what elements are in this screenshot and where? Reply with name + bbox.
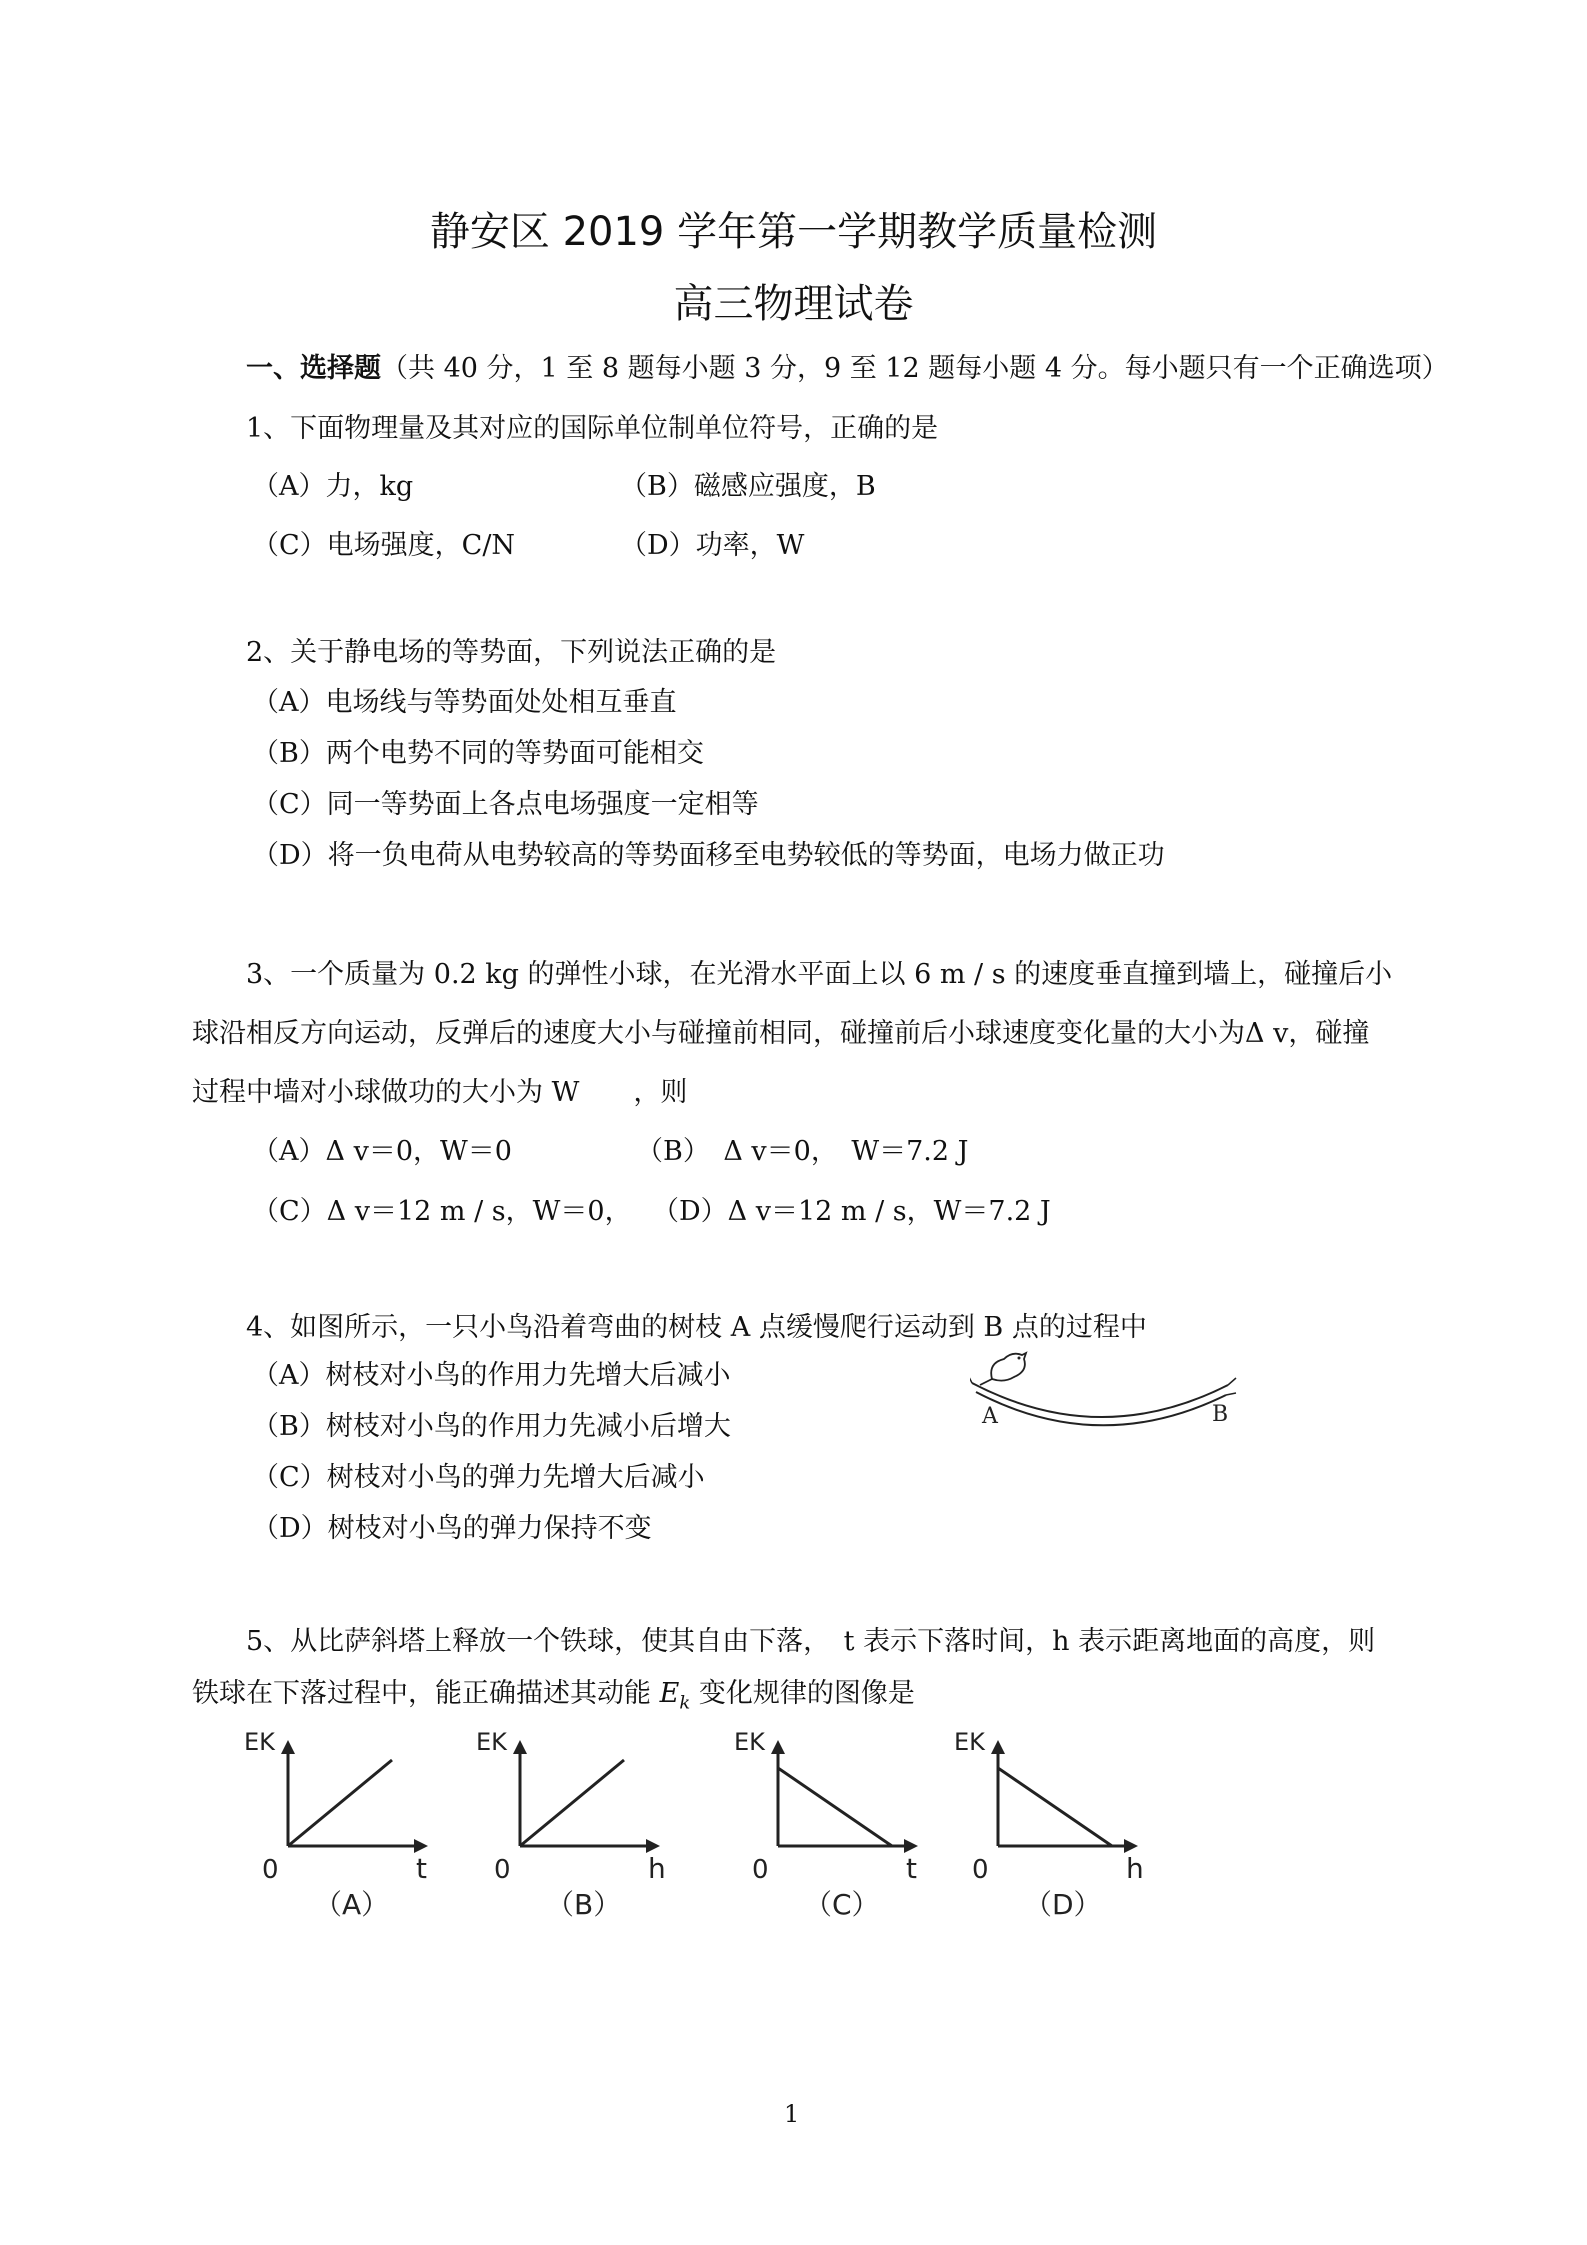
q3-option-c: （C）Δ v＝12 m / s，W＝0， xyxy=(252,1196,632,1227)
q5-line-1: 5、从比萨斜塔上释放一个铁球，使其自由下落， t 表示下落时间，h 表示距离地面的高度，则 xyxy=(246,1626,1376,1657)
y-axis-arrow xyxy=(281,1740,295,1754)
graph-caption: （B） xyxy=(546,1888,622,1918)
branch-lower-edge xyxy=(976,1392,1229,1427)
q3-line-2: 球沿相反方向运动，反弹后的速度大小与碰撞前相同，碰撞前后小球速度变化量的大小为Δ v，碰撞 xyxy=(192,1018,1370,1049)
q4-option-d: （D）树枝对小鸟的弹力保持不变 xyxy=(252,1513,652,1544)
bird-icon xyxy=(980,1353,1026,1385)
figure-label-b: B xyxy=(1212,1402,1229,1427)
q4-stem: 4、如图所示，一只小鸟沿着弯曲的树枝 A 点缓慢爬行运动到 B 点的过程中 xyxy=(246,1312,1147,1343)
y-axis-label: EK xyxy=(734,1728,765,1756)
q3-option-a: （A）Δ v＝0，W＝0 xyxy=(252,1136,512,1167)
graph-c xyxy=(730,1718,930,1918)
q3-line-1: 3、一个质量为 0.2 kg 的弹性小球，在光滑水平面上以 6 m / s 的速度垂直撞到墙上，碰撞后小 xyxy=(246,959,1393,990)
x-axis-arrow xyxy=(646,1839,660,1853)
q2-stem: 2、关于静电场的等势面，下列说法正确的是 xyxy=(246,637,777,668)
q2-option-d: （D）将一负电荷从电势较高的等势面移至电势较低的等势面，电场力做正功 xyxy=(252,840,1165,871)
graph-d xyxy=(950,1718,1150,1918)
branch-bird-figure xyxy=(970,1345,1240,1435)
graph-b xyxy=(472,1718,672,1918)
y-axis-arrow xyxy=(771,1740,785,1754)
y-axis-label: EK xyxy=(954,1728,985,1756)
y-axis-label: EK xyxy=(244,1728,275,1756)
page-number: 1 xyxy=(784,2100,800,2128)
q5-line-2: 铁球在下落过程中，能正确描述其动能 $E_k$ 变化规律的图像是 xyxy=(192,1678,915,1714)
q1-stem: 1、下面物理量及其对应的国际单位制单位符号，正确的是 xyxy=(246,413,939,444)
x-axis-arrow xyxy=(414,1839,428,1853)
q4-option-a: （A）树枝对小鸟的作用力先增大后减小 xyxy=(252,1360,731,1391)
x-axis-arrow xyxy=(1124,1839,1138,1853)
x-axis-label: h xyxy=(648,1852,666,1885)
ek-line xyxy=(520,1760,624,1846)
graph-caption: （D） xyxy=(1024,1888,1102,1918)
q1-option-a: （A）力，kg xyxy=(252,471,414,502)
q2-option-b: （B）两个电势不同的等势面可能相交 xyxy=(252,738,704,769)
q2-option-a: （A）电场线与等势面处处相互垂直 xyxy=(252,687,677,718)
page-title: 静安区 2019 学年第一学期教学质量检测 xyxy=(429,209,1158,255)
origin-label: 0 xyxy=(972,1855,989,1885)
x-axis-label: h xyxy=(1126,1852,1144,1885)
ek-line xyxy=(778,1768,892,1846)
y-axis-arrow xyxy=(991,1740,1005,1754)
figure-label-a: A xyxy=(982,1404,998,1429)
page-subtitle: 高三物理试卷 xyxy=(673,281,914,327)
origin-label: 0 xyxy=(262,1855,279,1885)
q3-option-b: （B） Δ v＝0， W＝7.2 J xyxy=(636,1136,969,1167)
x-axis-arrow xyxy=(904,1839,918,1853)
q4-option-c: （C）树枝对小鸟的弹力先增大后减小 xyxy=(252,1462,705,1493)
x-axis-label: t xyxy=(416,1852,427,1885)
q2-option-c: （C）同一等势面上各点电场强度一定相等 xyxy=(252,789,759,820)
branch-upper-edge xyxy=(972,1383,1228,1417)
q1-option-b: （B）磁感应强度，B xyxy=(620,471,876,502)
ek-line xyxy=(998,1768,1112,1846)
section-note: （共 40 分，1 至 8 题每小题 3 分，9 至 12 题每小题 4 分。每小题只有一个正确选项） xyxy=(381,353,1449,384)
q1-option-d: （D）功率，W xyxy=(620,530,805,561)
q4-option-b: （B）树枝对小鸟的作用力先减小后增大 xyxy=(252,1411,731,1442)
section-heading xyxy=(246,351,1449,387)
section-label: 一、选择题 xyxy=(246,353,381,384)
ek-line xyxy=(288,1760,392,1846)
q3-option-d: （D）Δ v＝12 m / s，W＝7.2 J xyxy=(652,1196,1051,1227)
q1-option-c: （C）电场强度，C/N xyxy=(252,530,516,561)
origin-label: 0 xyxy=(752,1855,769,1885)
graph-caption: （A） xyxy=(314,1888,390,1918)
x-axis-label: t xyxy=(906,1852,917,1885)
q3-line-3: 过程中墙对小球做功的大小为 W ，则 xyxy=(192,1077,688,1108)
y-axis-arrow xyxy=(513,1740,527,1754)
graph-caption: （C） xyxy=(804,1888,880,1918)
origin-label: 0 xyxy=(494,1855,511,1885)
graph-a xyxy=(240,1718,440,1918)
y-axis-label: EK xyxy=(476,1728,507,1756)
